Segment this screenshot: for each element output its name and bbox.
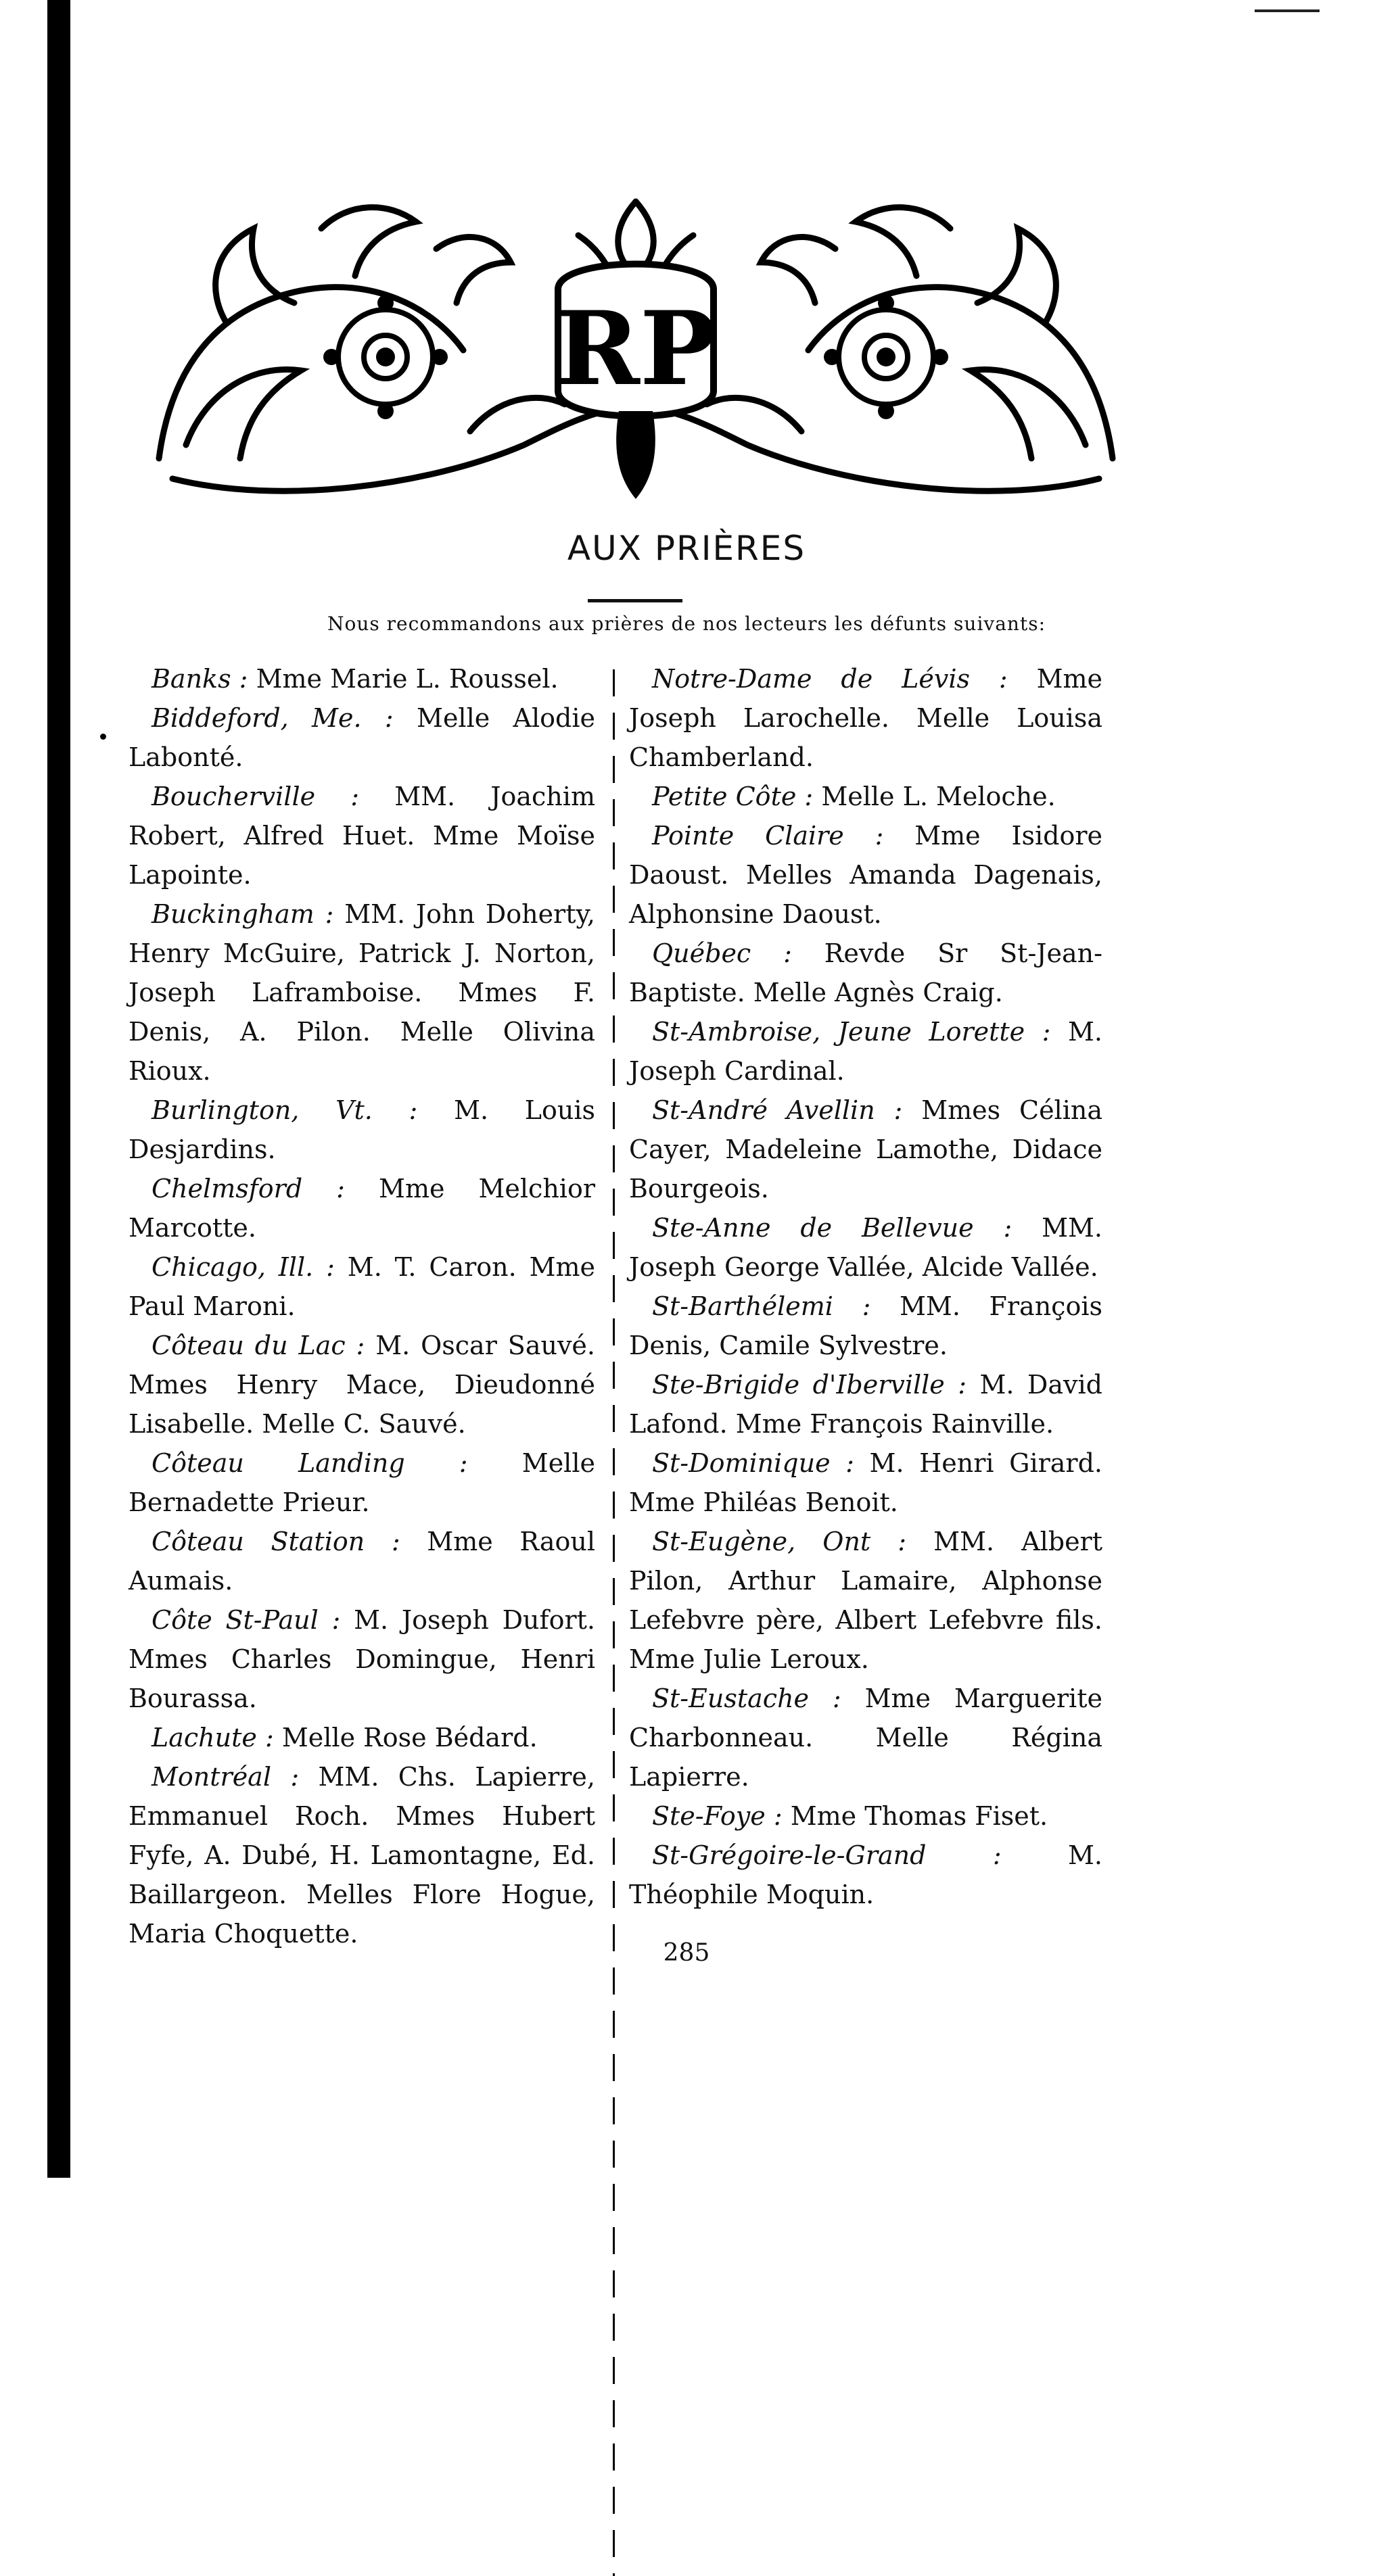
deceased-names: Mmes Célina Cayer, Madeleine Lamothe, Didace Bourgeois. [629, 1095, 1102, 1203]
list-item [129, 659, 595, 698]
deceased-names: MM. Chs. Lapierre, Emmanuel Roch. Mmes Hubert Fyfe, A. Dubé, H. Lamontagne, Ed. Baillargeon. Melles Flore Hogue, Maria Choquette. [129, 1762, 595, 1949]
list-item [129, 1522, 595, 1600]
column-divider [613, 669, 615, 2576]
list-item [629, 1091, 1102, 1208]
deceased-names: MM. Joachim Robert, Alfred Huet. Mme Moïse Lapointe. [129, 782, 595, 890]
list-item [629, 1679, 1102, 1796]
title-underline-rule [588, 599, 682, 602]
place-name: Côteau Station : [152, 1527, 400, 1556]
deceased-names: M. Théophile Moquin. [629, 1840, 1102, 1909]
place-name: Banks : [152, 664, 248, 694]
binding-edge-bar [47, 0, 70, 2178]
place-name: Chelmsford : [152, 1174, 345, 1203]
list-item [129, 895, 595, 1091]
intro-sentence: Nous recommandons aux prières de nos lecteurs les défunts suivants: [327, 613, 1046, 635]
place-name: Buckingham : [152, 899, 334, 929]
deceased-names: Mme Thomas Fiset. [790, 1801, 1048, 1831]
place-name: Notre-Dame de Lévis : [652, 664, 1008, 694]
right-column [629, 659, 1102, 1914]
left-column [129, 659, 595, 1953]
list-item [629, 1365, 1102, 1444]
deceased-names: Mme Joseph Larochelle. Melle Louisa Chamberland. [629, 664, 1102, 772]
deceased-names: M. Joseph Dufort. Mmes Charles Domingue, Henri Bourassa. [129, 1605, 595, 1713]
deceased-names: MM. Albert Pilon, Arthur Lamaire, Alphonse Lefebvre père, Albert Lefebvre fils. Mme Julie Leroux. [629, 1527, 1102, 1674]
place-name: Côteau du Lac : [152, 1331, 365, 1360]
deceased-names: M. Louis Desjardins. [129, 1095, 595, 1164]
deceased-names: Revde Sr St-Jean-Baptiste. Melle Agnès Craig. [629, 938, 1102, 1007]
place-name: St-Ambroise, Jeune Lorette : [652, 1017, 1051, 1047]
list-item [629, 1836, 1102, 1914]
place-name: Québec : [652, 938, 792, 968]
list-item [129, 1326, 595, 1444]
deceased-names: Mme Isidore Daoust. Melles Amanda Dagenais, Alphonsine Daoust. [629, 821, 1102, 929]
list-item [129, 777, 595, 895]
deceased-names: MM. Joseph George Vallée, Alcide Vallée. [629, 1213, 1102, 1282]
list-item [629, 934, 1102, 1012]
list-item [629, 1444, 1102, 1522]
place-name: St-André Avellin : [652, 1095, 903, 1125]
deceased-names: M. T. Caron. Mme Paul Maroni. [129, 1252, 596, 1321]
deceased-names: MM. John Doherty, Henry McGuire, Patrick J. Norton, Joseph Laframboise. Mmes F. Denis, A. Pilon. Melle Olivina Rioux. [129, 899, 595, 1086]
deceased-names: Melle Bernadette Prieur. [129, 1448, 595, 1517]
place-name: Côte St-Paul : [152, 1605, 341, 1635]
list-item [129, 1600, 595, 1718]
list-item [629, 1287, 1102, 1365]
place-name: Petite Côte : [652, 782, 814, 811]
deceased-names: Mme Melchior Marcotte. [129, 1174, 595, 1243]
list-item [129, 1169, 595, 1247]
list-item [629, 1796, 1102, 1836]
place-name: Lachute : [152, 1723, 274, 1752]
list-item [629, 816, 1102, 934]
deceased-names: M. Joseph Cardinal. [629, 1017, 1102, 1086]
top-corner-rule [1255, 9, 1320, 12]
list-item [129, 1247, 595, 1326]
deceased-names: M. Oscar Sauvé. Mmes Henry Mace, Dieudonné Lisabelle. Melle C. Sauvé. [129, 1331, 595, 1439]
place-name: Biddeford, Me. : [152, 703, 394, 733]
list-item [629, 1208, 1102, 1287]
place-name: Ste-Anne de Bellevue : [652, 1213, 1013, 1243]
deceased-names: Mme Raoul Aumais. [129, 1527, 595, 1596]
list-item [629, 777, 1102, 816]
list-item [129, 1757, 595, 1953]
place-name: St-Grégoire-le-Grand : [652, 1840, 1002, 1870]
list-item [129, 698, 595, 777]
monogram-letters: RP [555, 289, 716, 408]
place-name: Ste-Foye : [652, 1801, 783, 1831]
deceased-names: MM. François Denis, Camile Sylvestre. [629, 1291, 1102, 1360]
place-name: Ste-Brigide d'Iberville : [652, 1370, 967, 1400]
section-title: AUX PRIÈRES [567, 529, 806, 568]
place-name: St-Eugène, Ont : [652, 1527, 907, 1556]
place-name: St-Dominique : [652, 1448, 854, 1478]
deceased-names: Melle L. Meloche. [821, 782, 1056, 811]
place-name: Burlington, Vt. : [152, 1095, 418, 1125]
list-item [129, 1718, 595, 1757]
place-name: Pointe Claire : [652, 821, 884, 851]
deceased-names: Melle Rose Bédard. [281, 1723, 538, 1752]
list-item [129, 1091, 595, 1169]
place-name: Chicago, Ill. : [152, 1252, 335, 1282]
deceased-names: Mme Marguerite Charbonneau. Melle Régina Lapierre. [629, 1684, 1102, 1792]
page-number: 285 [663, 1939, 710, 1967]
deceased-names: Mme Marie L. Roussel. [256, 664, 559, 694]
deceased-names: M. David Lafond. Mme François Rainville. [629, 1370, 1102, 1439]
floral-ornament-headpiece [145, 188, 1126, 506]
list-item [629, 1012, 1102, 1091]
place-name: Côteau Landing : [152, 1448, 468, 1478]
list-item [629, 1522, 1102, 1679]
stray-ink-dot [100, 734, 106, 740]
deceased-names: M. Henri Girard. Mme Philéas Benoit. [629, 1448, 1102, 1517]
deceased-names: Melle Alodie Labonté. [129, 703, 595, 772]
place-name: Montréal : [152, 1762, 300, 1792]
list-item [129, 1444, 595, 1522]
place-name: St-Eustache : [652, 1684, 841, 1713]
place-name: St-Barthélemi : [652, 1291, 871, 1321]
place-name: Boucherville : [152, 782, 360, 811]
list-item [629, 659, 1102, 777]
